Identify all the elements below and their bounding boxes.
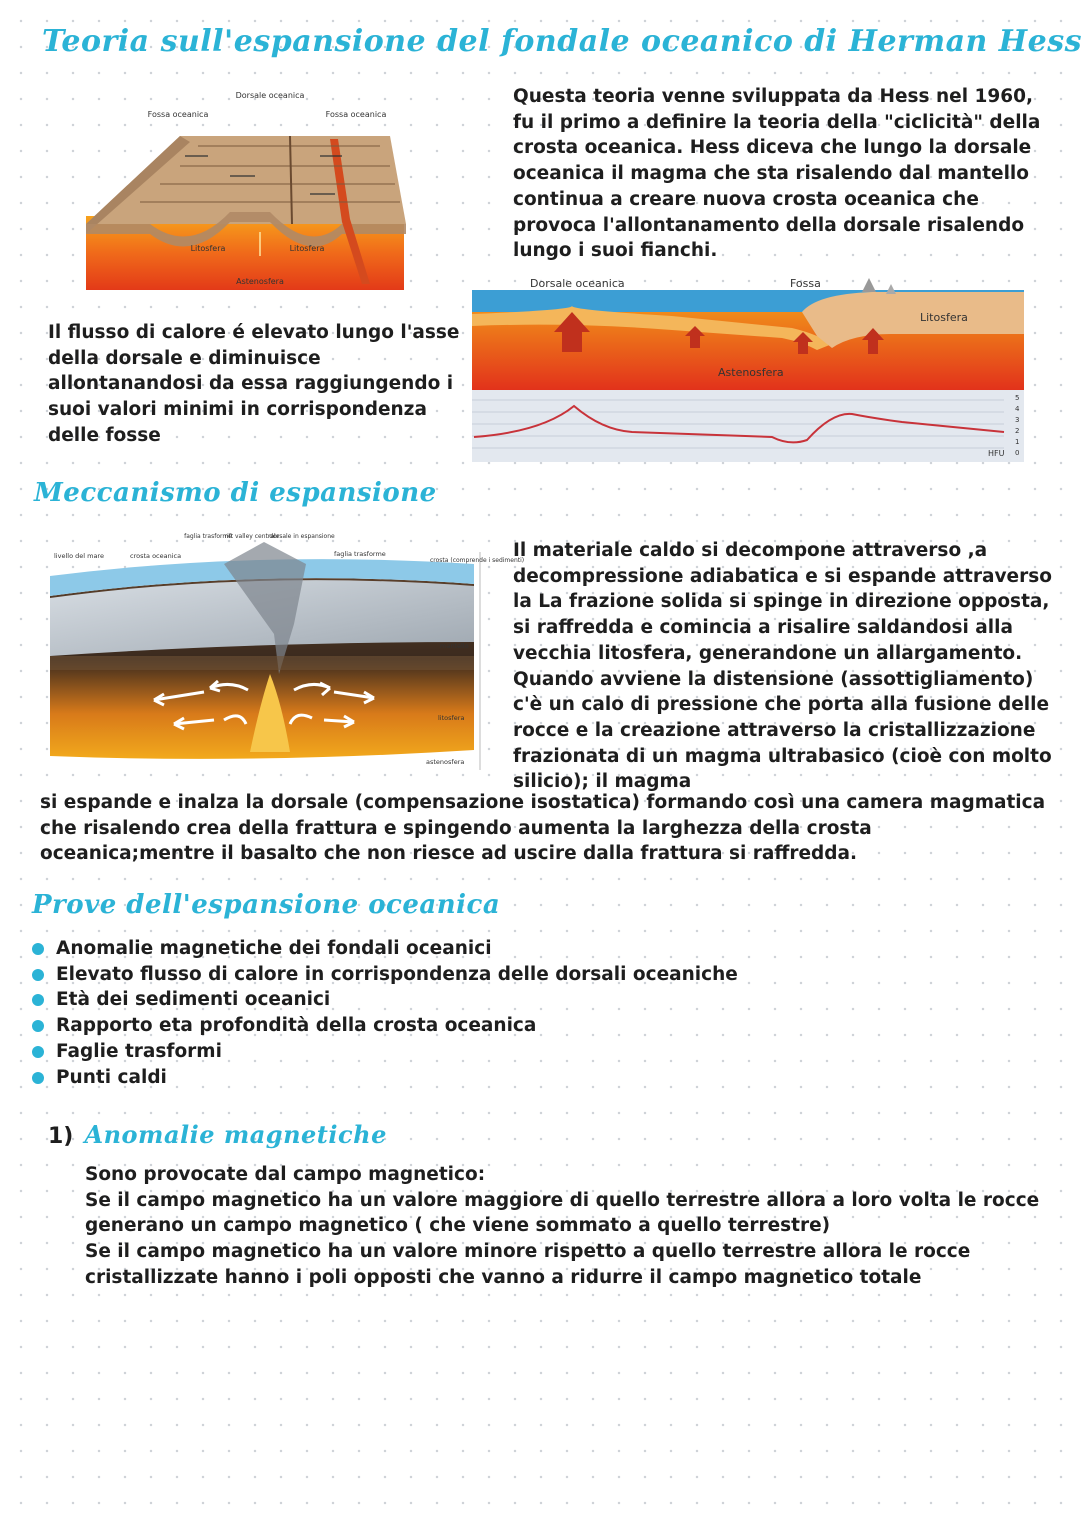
mechanism-paragraph-bottom: si espande e inalza la dorsale (compensazione isostatica) formando così una camera magmatica che risalendo crea della frattura e spingendo aumenta la larghezza della crosta oceanica;mentre il basalto che non riesce ad uscire dalla frattura si raffredda. xyxy=(40,792,1046,865)
figure-heat-flow-section xyxy=(472,272,1024,462)
list-item: Faglie trasformi xyxy=(32,1039,832,1065)
fig3-label-rift: rift valley centrale xyxy=(224,533,280,540)
fig3-label-livello: livello del mare xyxy=(54,552,104,560)
bullet-dot-icon xyxy=(32,1020,44,1032)
section-heading-mechanism: Meccanismo di espansione xyxy=(34,478,437,508)
fig3-label-mantello: mantello xyxy=(440,642,469,650)
list-item: Punti caldi xyxy=(32,1065,832,1091)
fig2-label-hfu: HFU xyxy=(988,449,1005,458)
fig1-label-dorsale: Dorsale oceanica xyxy=(235,91,305,100)
bullet-dot-icon xyxy=(32,943,44,955)
list-item: Rapporto eta profondità della crosta oceanica xyxy=(32,1013,832,1039)
fig3-label-dorsale: dorsale in espansione xyxy=(269,533,335,540)
list-item: Età dei sedimenti oceanici xyxy=(32,987,832,1013)
fig3-label-faglia1: faglia trasforme xyxy=(184,533,232,540)
fig1-label-fossa-right: Fossa oceanica xyxy=(325,110,387,119)
fig2-label-astenosfera: Astenosfera xyxy=(718,366,784,379)
subsection-number: 1) xyxy=(48,1124,74,1149)
fig1-label-lito-right: Litosfera xyxy=(289,244,325,253)
fig3-label-litosfera: litosfera xyxy=(438,714,465,722)
fig3-label-crosta: crosta oceanica xyxy=(130,552,182,560)
fig2-tick-1: 1 xyxy=(1015,438,1020,446)
fig2-label-dorsale: Dorsale oceanica xyxy=(530,277,625,290)
fig3-label-astenosfera: astenosfera xyxy=(426,758,465,766)
list-item: Anomalie magnetiche dei fondali oceanici xyxy=(32,936,832,962)
magnetic-line-1: Sono provocate dal campo magnetico: xyxy=(85,1164,486,1185)
fig3-label-crosta-right: crosta (comprende i sedimenti) xyxy=(430,557,525,564)
mechanism-paragraph-top: Il materiale caldo si decompone attraverso ,a decompressione adiabatica e si espande attraverso la La frazione solida si spinge in direzione opposta, si raffredda e comincia a risalire saldandosi alla vecchia litosfera, generandone un allargamento. Quando avviene la distensione (assottigliamento) c'è un calo di pressione che porta alla fusione delle rocce e la creazione attraverso la cristallizzazione frazionata di un magma ultrabasico (cioè con molto silicio); il magma xyxy=(513,540,1052,793)
fig2-tick-0: 0 xyxy=(1015,449,1020,457)
proofs-list xyxy=(32,936,832,1090)
fig2-tick-5: 5 xyxy=(1015,394,1020,402)
fig1-label-asteno: Astenosfera xyxy=(236,277,284,286)
bullet-dot-icon xyxy=(32,1072,44,1084)
fig2-tick-2: 2 xyxy=(1015,427,1020,435)
intro-paragraph: Questa teoria venne sviluppata da Hess nel 1960, fu il primo a definire la teoria della "ciclicità" della crosta oceanica. Hess diceva che lungo la dorsale oceanica il magma che sta risalendo dal mantello continua a creare nuova crosta oceanica che provoca l'allontanamento della dorsale risalendo lungo i suoi fianchi. xyxy=(513,86,1041,262)
fig1-label-fossa-left: Fossa oceanica xyxy=(147,110,209,119)
list-item: Elevato flusso di calore in corrispondenza delle dorsali oceaniche xyxy=(32,962,832,988)
subsection-heading-magnetic xyxy=(48,1120,387,1149)
fig2-label-fossa: Fossa xyxy=(790,277,821,290)
bullet-dot-icon xyxy=(32,1046,44,1058)
bullet-dot-icon xyxy=(32,969,44,981)
fig3-label-faglia2: faglia trasforme xyxy=(334,550,386,558)
subsection-title: Anomalie magnetiche xyxy=(84,1120,387,1149)
magnetic-anomalies-text xyxy=(85,1162,1050,1291)
fig1-label-lito-left: Litosfera xyxy=(190,244,226,253)
section-heading-proofs: Prove dell'espansione oceanica xyxy=(32,890,501,920)
fig2-tick-4: 4 xyxy=(1015,405,1020,413)
fig2-tick-3: 3 xyxy=(1015,416,1020,424)
figure-plate-block-diagram xyxy=(80,84,410,294)
figure-ridge-mechanism xyxy=(34,524,525,776)
bullet-dot-icon xyxy=(32,994,44,1006)
fig2-label-litosfera: Litosfera xyxy=(920,311,968,324)
heat-flow-paragraph: Il flusso di calore é elevato lungo l'asse della dorsale e diminuisce allontanandosi da essa raggiungendo i suoi valori minimi in corrispondenza delle fosse xyxy=(48,322,460,446)
page-title: Teoria sull'espansione del fondale oceanico di Herman Hess xyxy=(42,24,1082,59)
magnetic-line-2: Se il campo magnetico ha un valore maggiore di quello terrestre allora a loro volta le rocce generano un campo magnetico ( che viene sommato a quello terrestre) xyxy=(85,1189,1040,1237)
magnetic-line-3: Se il campo magnetico ha un valore minore rispetto a quello terrestre allora le rocce cristallizzate hanno i poli opposti che vanno a ridurre il campo magnetico totale xyxy=(85,1241,971,1288)
